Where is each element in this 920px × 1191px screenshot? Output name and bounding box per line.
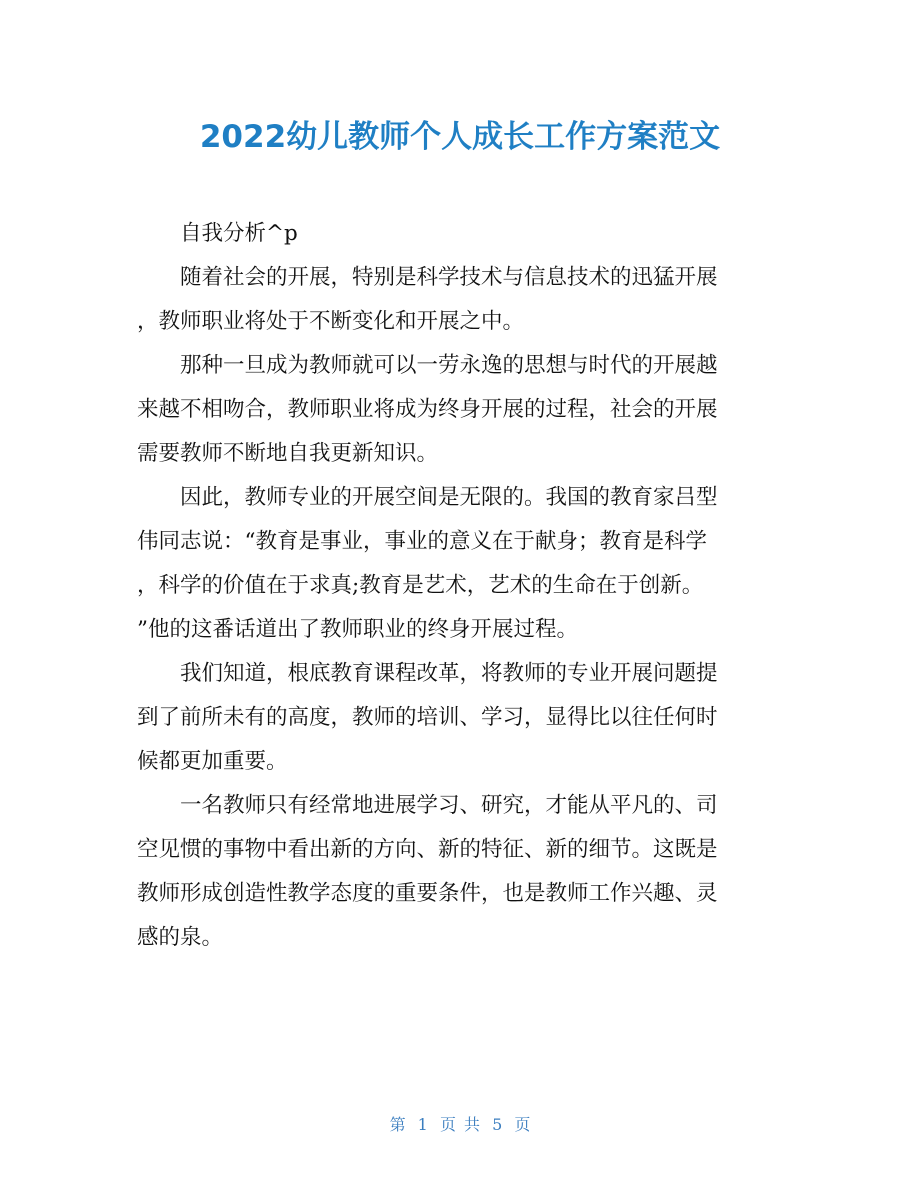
footer-prefix: 第: [389, 1115, 406, 1134]
footer-total-pages: 5: [492, 1115, 503, 1134]
text-line: 候都更加重要。: [137, 749, 288, 774]
paragraph-lifelong-development: [137, 344, 785, 476]
paragraph-self-analysis: [137, 212, 785, 256]
paragraph-social-development: [137, 256, 785, 344]
text-line: ，教师职业将处于不断变化和开展之中。: [137, 309, 525, 334]
document-body: [137, 212, 785, 960]
text-line: 到了前所未有的高度，教师的培训、学习，显得比以往任何时: [137, 705, 718, 730]
text-line: 自我分析^p: [137, 221, 298, 246]
text-line: 需要教师不断地自我更新知识。: [137, 441, 439, 466]
paragraph-quote: [137, 476, 785, 652]
text-line: 那种一旦成为教师就可以一劳永逸的思想与时代的开展越: [137, 353, 718, 378]
text-line: 感的泉。: [137, 925, 224, 950]
paragraph-curriculum-reform: [137, 652, 785, 784]
page-footer: [0, 1113, 920, 1137]
text-line: ，科学的价值在于求真;教育是艺术，艺术的生命在于创新。: [137, 573, 704, 598]
document-title: 2022幼儿教师个人成长工作方案范文: [199, 119, 721, 155]
paragraph-learning-research: [137, 784, 785, 960]
text-line: 伟同志说：“教育是事业，事业的意义在于献身；教育是科学: [137, 529, 707, 554]
text-line: 空见惯的事物中看出新的方向、新的特征、新的细节。这既是: [137, 837, 718, 862]
text-line: ”他的这番话道出了教师职业的终身开展过程。: [137, 617, 578, 642]
footer-middle: 页 共: [439, 1115, 481, 1134]
text-line: 教师形成创造性教学态度的重要条件，也是教师工作兴趣、灵: [137, 881, 718, 906]
text-line: 因此，教师专业的开展空间是无限的。我国的教育家吕型: [137, 485, 718, 510]
text-line: 来越不相吻合，教师职业将成为终身开展的过程，社会的开展: [137, 397, 718, 422]
text-line: 随着社会的开展，特别是科学技术与信息技术的迅猛开展: [137, 265, 718, 290]
footer-suffix: 页: [514, 1115, 531, 1134]
footer-page-number: 1: [417, 1115, 428, 1134]
text-line: 一名教师只有经常地进展学习、研究，才能从平凡的、司: [137, 793, 718, 818]
text-line: 我们知道，根底教育课程改革，将教师的专业开展问题提: [137, 661, 718, 686]
